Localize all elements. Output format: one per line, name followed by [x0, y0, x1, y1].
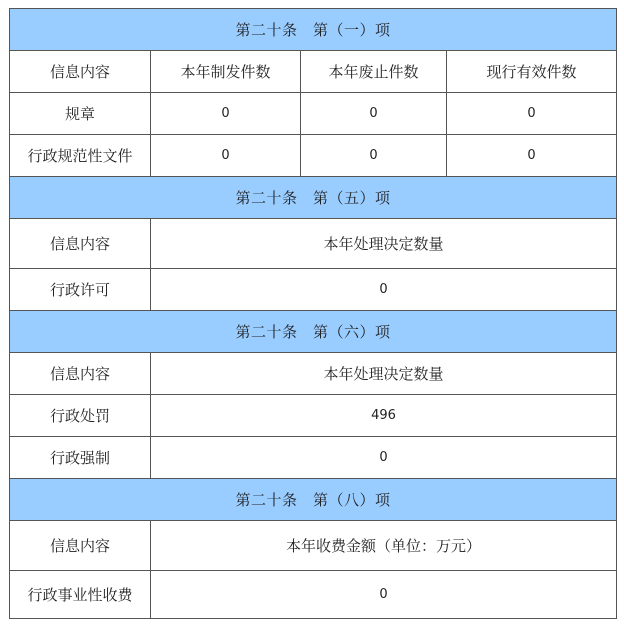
col-header-decision-count: 本年处理决定数量	[151, 353, 617, 395]
section-title-6: 第二十条 第（六）项	[10, 311, 617, 353]
column-header-row	[10, 219, 617, 269]
disclosure-table	[9, 8, 617, 619]
section-header-row	[10, 177, 617, 219]
table-row	[10, 571, 617, 619]
cell-value: 0	[151, 135, 301, 177]
col-header-issued-count: 本年制发件数	[151, 51, 301, 93]
col-header-valid-count: 现行有效件数	[447, 51, 617, 93]
table-row	[10, 395, 617, 437]
col-header-decision-count: 本年处理决定数量	[151, 219, 617, 269]
row-label-admin-license: 行政许可	[10, 269, 151, 311]
cell-value: 0	[447, 135, 617, 177]
table-row	[10, 93, 617, 135]
col-header-repealed-count: 本年废止件数	[301, 51, 447, 93]
row-label-admin-fees: 行政事业性收费	[10, 571, 151, 619]
col-header-info-content: 信息内容	[10, 353, 151, 395]
column-header-row	[10, 353, 617, 395]
row-label-admin-penalty: 行政处罚	[10, 395, 151, 437]
table-row	[10, 269, 617, 311]
cell-value: 0	[301, 93, 447, 135]
section-header-row	[10, 479, 617, 521]
col-header-info-content: 信息内容	[10, 219, 151, 269]
section-header-row	[10, 9, 617, 51]
cell-value: 0	[301, 135, 447, 177]
col-header-info-content: 信息内容	[10, 521, 151, 571]
table-row	[10, 437, 617, 479]
col-header-info-content: 信息内容	[10, 51, 151, 93]
cell-value: 0	[151, 269, 617, 311]
section-title-1: 第二十条 第（一）项	[10, 9, 617, 51]
section-title-5: 第二十条 第（五）项	[10, 177, 617, 219]
table-row	[10, 135, 617, 177]
cell-value: 0	[151, 571, 617, 619]
section-header-row	[10, 311, 617, 353]
row-label-admin-enforcement: 行政强制	[10, 437, 151, 479]
row-label-regulations: 规章	[10, 93, 151, 135]
row-label-normative-documents: 行政规范性文件	[10, 135, 151, 177]
cell-value: 0	[151, 93, 301, 135]
cell-value: 0	[151, 437, 617, 479]
column-header-row	[10, 521, 617, 571]
section-title-8: 第二十条 第（八）项	[10, 479, 617, 521]
col-header-fee-amount: 本年收费金额（单位：万元）	[151, 521, 617, 571]
column-header-row	[10, 51, 617, 93]
cell-value: 496	[151, 395, 617, 437]
cell-value: 0	[447, 93, 617, 135]
